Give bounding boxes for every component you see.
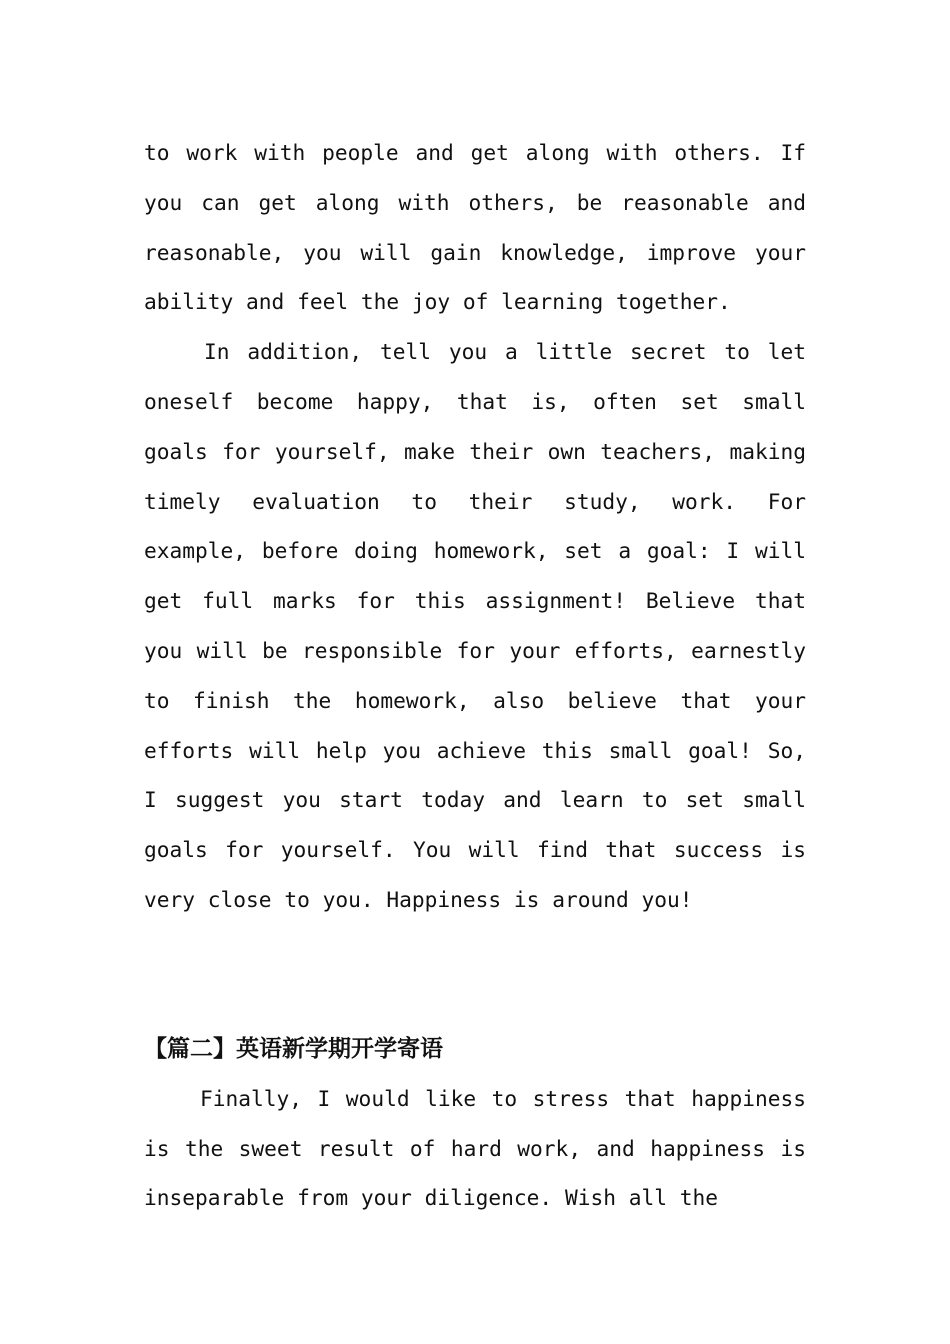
paragraph-finally: Finally, I would like to stress that happiness is the sweet result of hard work, and happiness is inseparable from your diligence. Wish all the	[144, 1085, 806, 1211]
paragraph-continued: to work with people and get along with others. If you can get along with others, be reasonable and reasonable, you will gain knowledge, improve your ability and feel the joy of learning together.	[144, 140, 806, 315]
paragraph-secret-to-happiness: In addition, tell you a little secret to let oneself become happy, that is, often set small goals for yourself, make their own teachers, making timely evaluation to their study, work. For example, before doing homework, set a goal: I will get full marks for this assignment! Believe that you will be responsible for your efforts, earnestly to finish the homework, also believe that your efforts will help you achieve this small goal! So, I suggest you start today and learn to set small goals for yourself. You will find that success is very close to you. Happiness is around you!	[144, 339, 806, 912]
document-page	[144, 128, 806, 1223]
section-heading: 【篇二】英语新学期开学寄语	[144, 1034, 443, 1062]
